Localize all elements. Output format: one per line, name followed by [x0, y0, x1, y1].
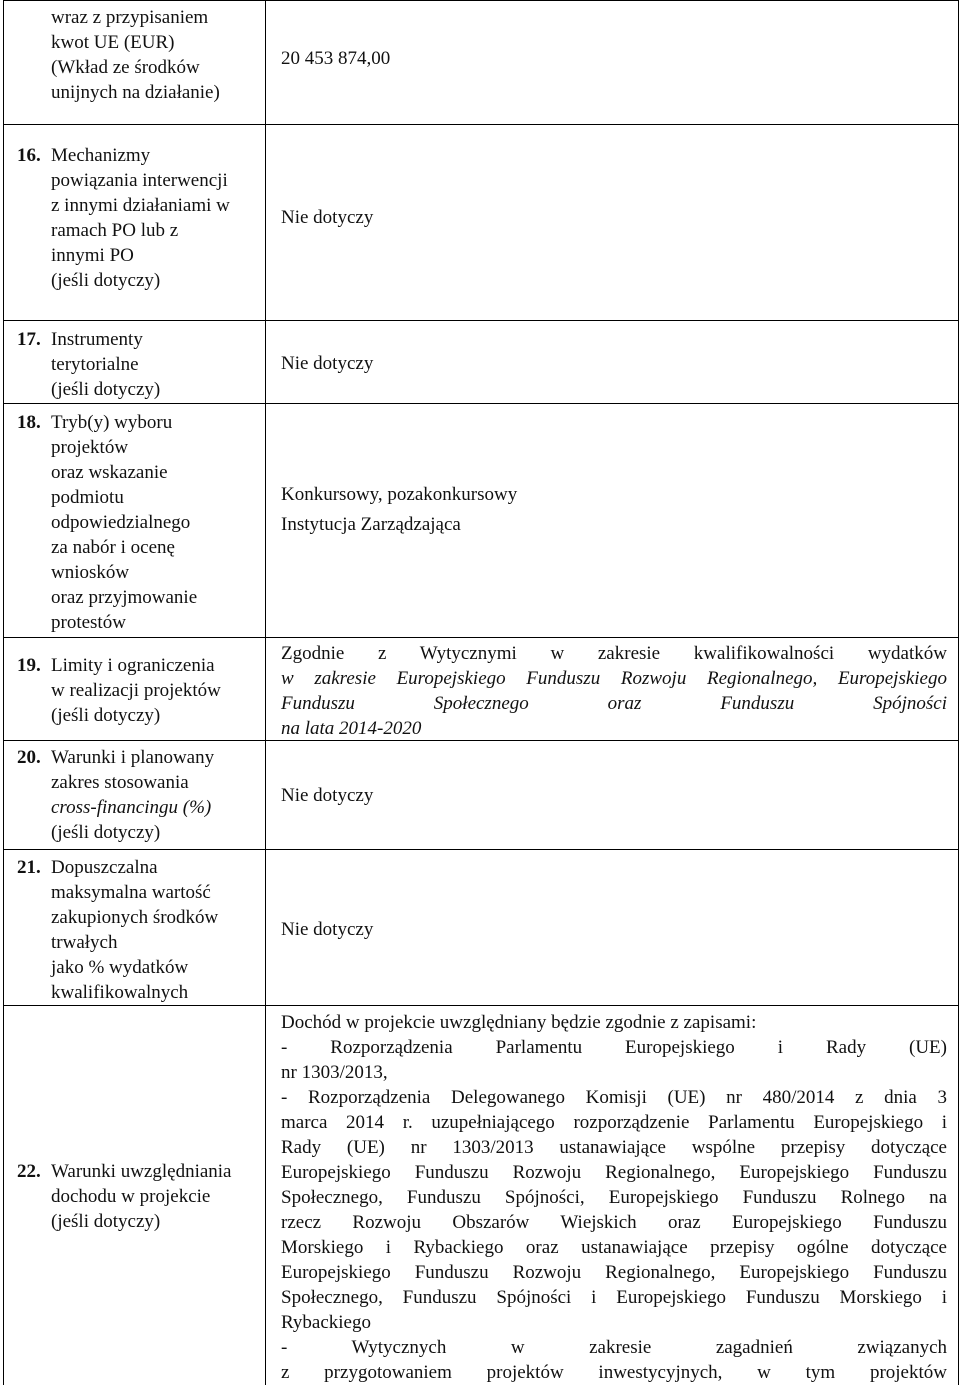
- value-line: - Rozporządzenia Delegowanego Komisji (UE) nr 480/2014 z dnia 3: [281, 1087, 947, 1108]
- row-divider: [3, 403, 959, 404]
- value-line: - Wytycznych w zakresie zagadnień związanych: [281, 1337, 947, 1358]
- value-line: Społecznego, Funduszu Spójności, Europejskiego Funduszu Rolnego na: [281, 1187, 947, 1208]
- table-border-middle: [265, 0, 266, 1385]
- label-line: (jeśli dotyczy): [51, 379, 161, 400]
- row-value: 20 453 874,00: [281, 48, 391, 69]
- label-line: wraz z przypisaniem: [51, 7, 209, 28]
- value-line: Społecznego, Funduszu Spójności i Europejskiego Funduszu Morskiego i: [281, 1287, 947, 1308]
- label-line: Dopuszczalna: [51, 857, 158, 878]
- label-line: protestów: [51, 612, 126, 633]
- label-line: Tryb(y) wyboru: [51, 412, 173, 433]
- row-divider: [3, 1005, 959, 1006]
- value-line: na lata 2014-2020: [281, 718, 422, 739]
- value-line: Rybackiego: [281, 1312, 371, 1333]
- row-value: Nie dotyczy: [281, 919, 374, 940]
- label-line: terytorialne: [51, 354, 139, 375]
- label-line: zakres stosowania: [51, 772, 189, 793]
- row-label: [51, 745, 214, 845]
- row-number: 16.: [17, 145, 41, 166]
- label-line: Warunki i planowany: [51, 747, 215, 768]
- label-line: ramach PO lub z: [51, 220, 179, 241]
- value-line: Instytucja Zarządzająca: [281, 514, 461, 535]
- label-line: podmiotu: [51, 487, 124, 508]
- value-line: Morskiego i Rybackiego oraz ustanawiające przepisy ogólne dotyczące: [281, 1237, 947, 1258]
- row-label: [51, 855, 218, 1005]
- row-divider: [3, 320, 959, 321]
- row-value: Nie dotyczy: [281, 207, 374, 228]
- label-line: (jeśli dotyczy): [51, 1211, 161, 1232]
- value-line: z przygotowaniem projektów inwestycyjnych, w tym projektów: [281, 1362, 947, 1383]
- value-line: Rady (UE) nr 1303/2013 ustanawiające wspólne przepisy dotyczące: [281, 1137, 947, 1158]
- row-number: 17.: [17, 329, 41, 350]
- table-border-right: [958, 0, 959, 1385]
- label-line: Limity i ograniczenia: [51, 655, 215, 676]
- value-line: Zgodnie z Wytycznymi w zakresie kwalifikowalności wydatków: [281, 643, 947, 664]
- row-divider: [3, 637, 959, 638]
- value-line: marca 2014 r. uzupełniającego rozporządzenie Parlamentu Europejskiego i: [281, 1112, 947, 1133]
- row-label: [51, 327, 160, 402]
- label-line: z innymi działaniami w: [51, 195, 230, 216]
- label-line: oraz przyjmowanie: [51, 587, 198, 608]
- row-label: [51, 5, 220, 105]
- label-line: (jeśli dotyczy): [51, 270, 161, 291]
- label-line: innymi PO: [51, 245, 134, 266]
- row-value: [281, 641, 947, 741]
- label-line: (Wkład ze środków: [51, 57, 200, 78]
- label-line: wniosków: [51, 562, 130, 583]
- row-number: 18.: [17, 412, 41, 433]
- value-line: Funduszu Społecznego oraz Funduszu Spójności: [281, 693, 947, 714]
- label-line: Instrumenty: [51, 329, 143, 350]
- value-line: Europejskiego Funduszu Rozwoju Regionalnego, Europejskiego Funduszu: [281, 1262, 947, 1283]
- row-number: 20.: [17, 747, 41, 768]
- label-line: jako % wydatków: [51, 957, 189, 978]
- row-value: [281, 482, 517, 537]
- label-line: zakupionych środków: [51, 907, 219, 928]
- label-line: (jeśli dotyczy): [51, 705, 161, 726]
- label-line: unijnych na działanie): [51, 82, 220, 103]
- label-line: projektów: [51, 437, 129, 458]
- row-value: [281, 1010, 947, 1385]
- label-line: Mechanizmy: [51, 145, 151, 166]
- row-label: [51, 653, 221, 728]
- label-line: kwot UE (EUR): [51, 32, 175, 53]
- value-line: Dochód w projekcie uwzględniany będzie zgodnie z zapisami:: [281, 1012, 757, 1033]
- value-line: Konkursowy, pozakonkursowy: [281, 484, 518, 505]
- value-line: nr 1303/2013,: [281, 1062, 388, 1083]
- row-value: Nie dotyczy: [281, 785, 374, 806]
- label-line: w realizacji projektów: [51, 680, 221, 701]
- row-number: 19.: [17, 655, 41, 676]
- label-line: Warunki uwzględniania: [51, 1161, 232, 1182]
- value-line: - Rozporządzenia Parlamentu Europejskiego i Rady (UE): [281, 1037, 947, 1058]
- row-divider: [3, 849, 959, 850]
- label-line: (jeśli dotyczy): [51, 822, 161, 843]
- label-line: oraz wskazanie: [51, 462, 168, 483]
- label-line: dochodu w projekcie: [51, 1186, 211, 1207]
- row-label: [51, 410, 197, 635]
- label-line: odpowiedzialnego: [51, 512, 191, 533]
- label-line: maksymalna wartość: [51, 882, 211, 903]
- value-line: w zakresie Europejskiego Funduszu Rozwoju Regionalnego, Europejskiego: [281, 668, 947, 689]
- label-line: za nabór i ocenę: [51, 537, 175, 558]
- row-label: [51, 1159, 232, 1234]
- label-line: powiązania interwencji: [51, 170, 228, 191]
- row-number: 22.: [17, 1161, 41, 1182]
- table-border-left: [3, 0, 4, 1385]
- row-label: [51, 143, 230, 293]
- value-line: rzecz Rozwoju Obszarów Wiejskich oraz Europejskiego Funduszu: [281, 1212, 947, 1233]
- label-line: trwałych: [51, 932, 118, 953]
- row-value: Nie dotyczy: [281, 353, 374, 374]
- row-divider: [3, 124, 959, 125]
- row-number: 21.: [17, 857, 41, 878]
- value-line: Europejskiego Funduszu Rozwoju Regionalnego, Europejskiego Funduszu: [281, 1162, 947, 1183]
- label-line: kwalifikowalnych: [51, 982, 189, 1003]
- label-line: cross-financingu (%): [51, 797, 212, 818]
- row-divider: [3, 0, 959, 1]
